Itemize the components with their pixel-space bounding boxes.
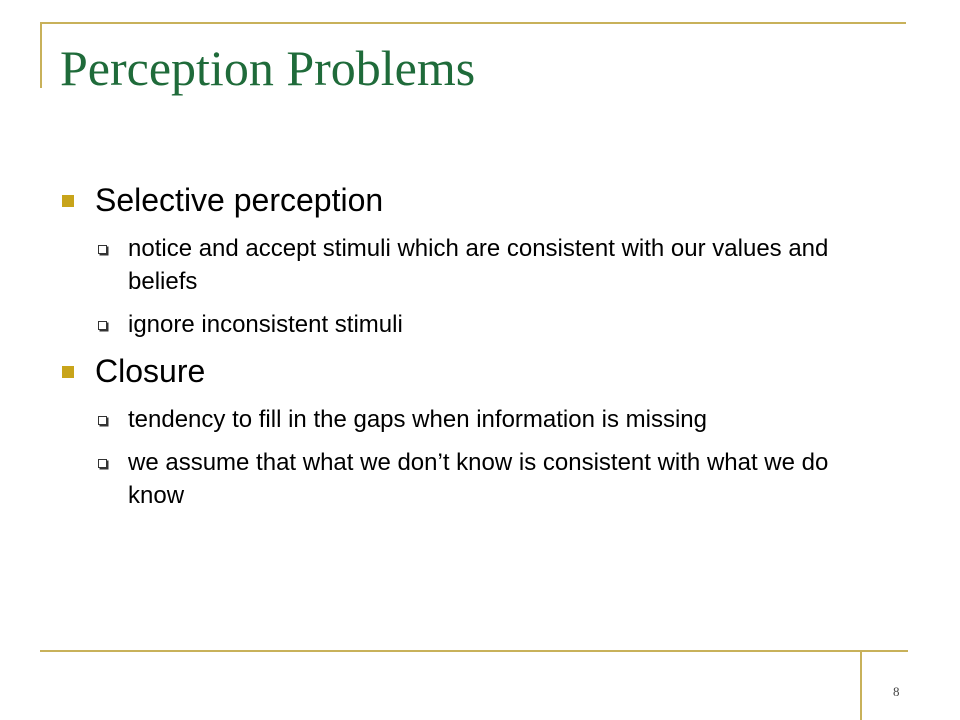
subbullet-text: ignore inconsistent stimuli: [128, 311, 403, 338]
subbullet-item: [60, 232, 860, 298]
page-number: 8: [893, 684, 900, 699]
square-bullet-icon: [62, 195, 74, 207]
bullet-item: [60, 349, 860, 393]
subbullet-text: notice and accept stimuli which are consistent with our values and beliefs: [128, 235, 829, 295]
bullet-list: [60, 178, 860, 520]
top-rule: [40, 22, 906, 24]
subbullet-item: [60, 403, 860, 436]
square-bullet-icon: [62, 366, 74, 378]
box-bullet-icon: [98, 245, 107, 254]
subbullet-item: [60, 446, 860, 512]
bottom-rule: [40, 650, 908, 652]
slide-title: Perception Problems: [60, 40, 476, 96]
bullet-label: Closure: [95, 353, 206, 389]
box-bullet-icon: [98, 459, 107, 468]
box-bullet-icon: [98, 416, 107, 425]
bullet-label: Selective perception: [95, 182, 384, 218]
subbullet-text: we assume that what we don’t know is consistent with what we do know: [128, 449, 829, 509]
bullet-item: [60, 178, 860, 222]
right-rule: [860, 650, 862, 720]
left-rule: [40, 22, 42, 88]
box-bullet-icon: [98, 321, 107, 330]
subbullet-item: [60, 308, 860, 341]
subbullet-text: tendency to fill in the gaps when information is missing: [128, 406, 707, 433]
